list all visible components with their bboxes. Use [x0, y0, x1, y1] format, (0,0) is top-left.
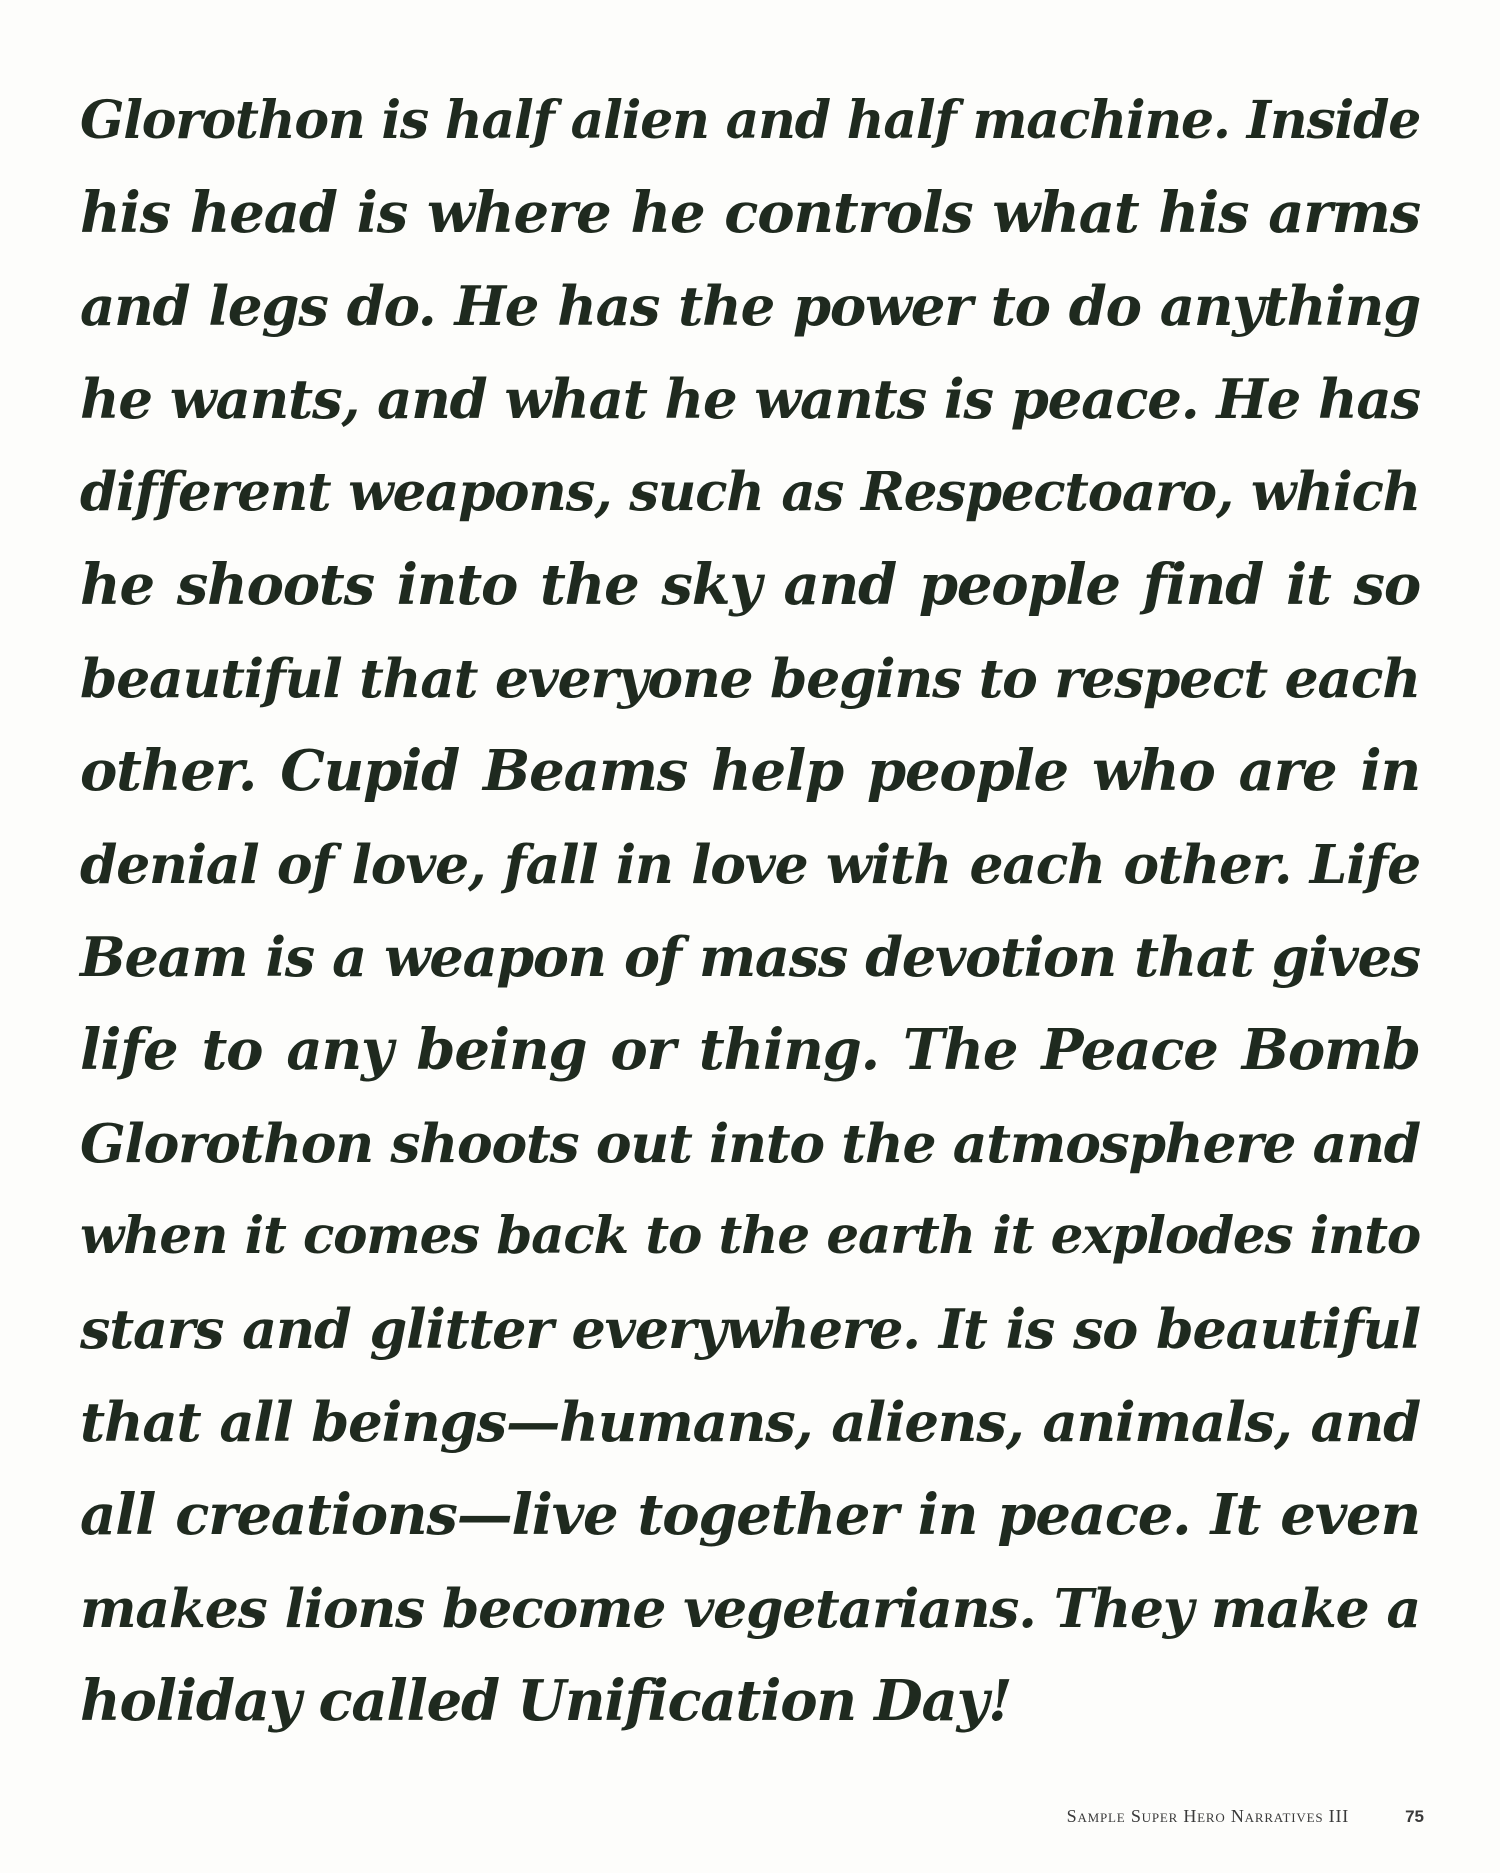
- text-line: makes lions become vegetarians. They make a: [80, 1577, 1420, 1640]
- text-line: different weapons, such as Respectoaro, which: [80, 461, 1420, 523]
- text-line: when it comes back to the earth it explodes into: [80, 1206, 1420, 1266]
- text-line: he shoots into the sky and people find it so: [80, 552, 1420, 618]
- text-line: other. Cupid Beams help people who are in: [80, 738, 1420, 804]
- text-line: Glorothon shoots out into the atmosphere and: [80, 1112, 1420, 1175]
- text-line: beautiful that everyone begins to respect each: [80, 647, 1420, 710]
- text-line: life to any being or thing. The Peace Bomb: [80, 1017, 1420, 1083]
- text-line: his head is where he controls what his arms: [80, 180, 1420, 246]
- text-line: Glorothon is half alien and half machine. Inside: [80, 90, 1421, 151]
- text-line: all creations—live together in peace. It even: [80, 1482, 1420, 1548]
- narrative-paragraph: [80, 74, 1420, 1748]
- text-line: denial of love, fall in love with each other. Life: [80, 833, 1420, 896]
- text-line: stars and glitter everywhere. It is so beautiful: [80, 1297, 1420, 1361]
- text-line: and legs do. He has the power to do anything: [80, 274, 1420, 338]
- page-footer: [900, 1806, 1424, 1827]
- text-line-last: holiday called Unification Day!: [80, 1668, 1012, 1734]
- running-title: Sample Super Hero Narratives III: [1066, 1806, 1350, 1826]
- page-number: 75: [1405, 1807, 1424, 1826]
- text-line: that all beings—humans, aliens, animals, and: [80, 1390, 1420, 1454]
- text-line: he wants, and what he wants is peace. He has: [80, 367, 1420, 431]
- text-line: Beam is a weapon of mass devotion that gives: [80, 925, 1420, 989]
